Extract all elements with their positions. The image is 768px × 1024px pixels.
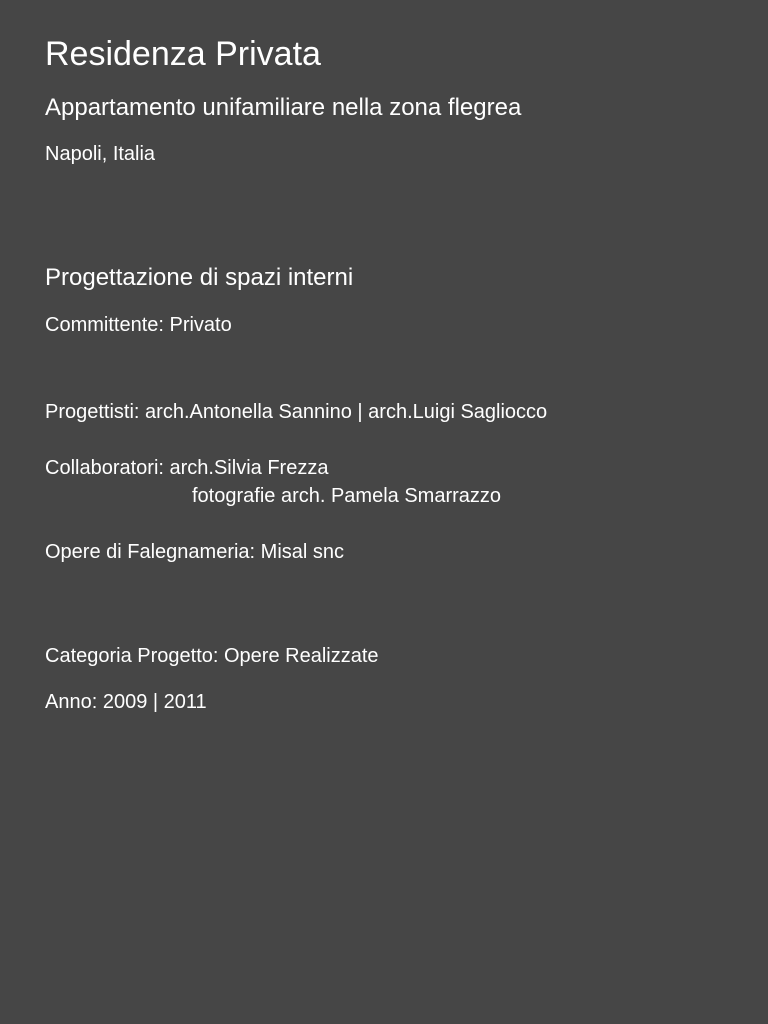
collaborators-info: Collaboratori: arch.Silvia Frezza: [45, 457, 329, 479]
client-info: Committente: Privato: [45, 314, 232, 336]
section-title: Progettazione di spazi interni: [45, 264, 354, 291]
page-title: Residenza Privata: [45, 35, 321, 73]
carpentry-info: Opere di Falegnameria: Misal snc: [45, 541, 345, 563]
project-category: Categoria Progetto: Opere Realizzate: [45, 645, 379, 667]
project-location: Napoli, Italia: [45, 143, 156, 165]
photography-credit: fotografie arch. Pamela Smarrazzo: [192, 485, 502, 507]
project-subtitle: Appartamento unifamiliare nella zona flegrea: [45, 94, 522, 121]
designers-info: Progettisti: arch.Antonella Sannino | arch.Luigi Sagliocco: [45, 401, 548, 423]
project-year: Anno: 2009 | 2011: [45, 691, 207, 713]
